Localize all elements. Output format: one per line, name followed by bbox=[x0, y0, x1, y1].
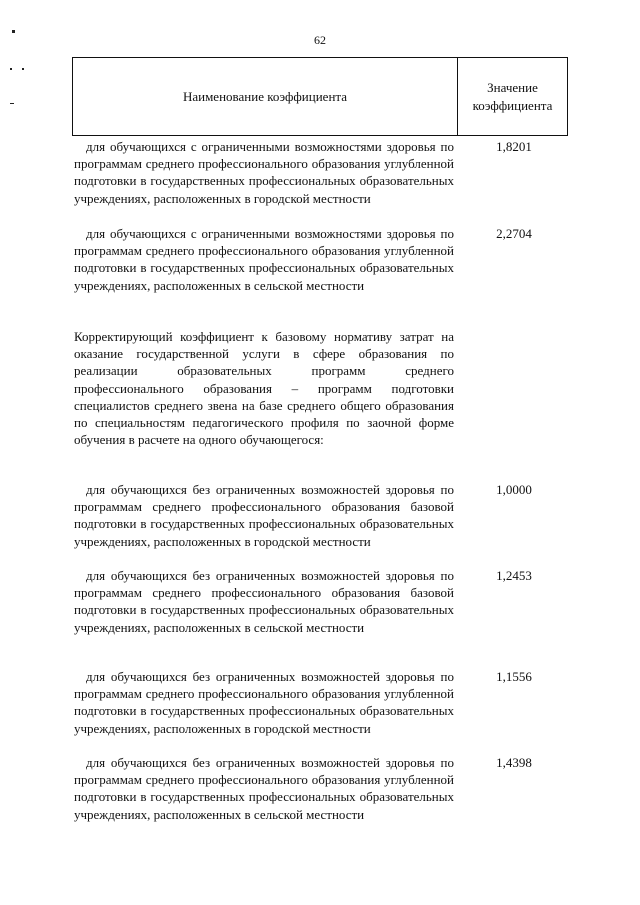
coefficient-row-text: для обучающихся с ограниченными возможностями здоровья по программам среднего профессионального образования углубленной подготовки в государственных профессиональных образовательных учреждениях, расположенных в сельской местности bbox=[74, 226, 454, 293]
coefficient-row-text: для обучающихся без ограниченных возможностей здоровья по программам среднего профессионального образования базовой подготовки в государственных профессиональных образовательных учреждениях, расположенных в городской местности bbox=[74, 482, 454, 549]
coefficient-row-text: для обучающихся без ограниченных возможностей здоровья по программам среднего профессионального образования базовой подготовки в государственных профессиональных образовательных учреждениях, расположенных в сельской местности bbox=[74, 568, 454, 635]
scan-speck bbox=[22, 68, 24, 70]
column-header-value-line1: Значение bbox=[487, 79, 538, 95]
coefficient-row-text: для обучающихся без ограниченных возможностей здоровья по программам среднего профессионального образования углубленной подготовки в государственных профессиональных образовательных учреждениях, расположенных в городской местности bbox=[74, 669, 454, 736]
coefficient-row-value: 1,1556 bbox=[496, 669, 532, 684]
coefficient-row-value: 1,2453 bbox=[496, 568, 532, 583]
column-header-name: Наименование коэффициента bbox=[182, 88, 348, 104]
page-number: 62 bbox=[314, 33, 326, 47]
scan-speck bbox=[10, 103, 14, 104]
column-header-value bbox=[458, 58, 567, 135]
coefficient-row-text: для обучающихся без ограниченных возможностей здоровья по программам среднего профессионального образования углубленной подготовки в государственных профессиональных образовательных учреждениях, расположенных в сельской местности bbox=[74, 755, 454, 822]
coefficient-row-value: 1,0000 bbox=[496, 482, 532, 497]
column-header-value-line2: коэффициента bbox=[472, 97, 553, 113]
coefficient-row-value: 1,8201 bbox=[496, 139, 532, 154]
coefficient-row-value: 1,4398 bbox=[496, 755, 532, 770]
section-paragraph: Корректирующий коэффициент к базовому нормативу затрат на оказание государственной услуги в сфере образования по реализации образовательных программ среднего профессионального образования – программ подготовки специалистов среднего звена на базе среднего общего образования по специальностям педагогического профиля по заочной форме обучения в расчете на одного обучающегося: bbox=[74, 329, 454, 448]
scan-speck bbox=[10, 68, 12, 70]
table-header bbox=[72, 57, 568, 136]
coefficient-row-text: для обучающихся с ограниченными возможностями здоровья по программам среднего профессионального образования углубленной подготовки в государственных профессиональных образовательных учреждениях, расположенных в городской местности bbox=[74, 139, 454, 206]
coefficient-row-value: 2,2704 bbox=[496, 226, 532, 241]
